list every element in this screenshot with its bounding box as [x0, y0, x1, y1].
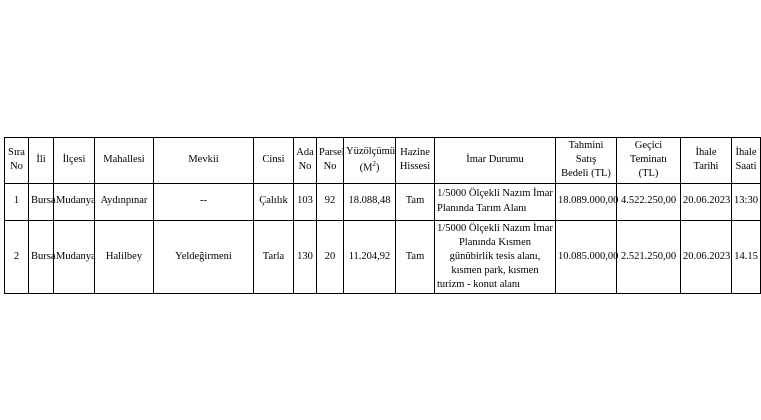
cell-mahallesi: Aydınpınar — [95, 183, 154, 220]
cell-imar-durumu: 1/5000 Ölçekli Nazım İmar Planında Kısmen günübirlik tesis alanı, kısmen park, kısmen turizm - konut alanı — [435, 220, 556, 294]
header-sira-no: Sıra No — [5, 138, 29, 184]
header-ihale-tarihi: İhale Tarihi — [681, 138, 732, 184]
cell-gecici-teminat: 4.522.250,00 — [617, 183, 681, 220]
cell-ihale-saati: 13:30 — [732, 183, 761, 220]
cell-mahallesi: Halilbey — [95, 220, 154, 294]
cell-ili: Bursa — [29, 183, 54, 220]
cell-hazine-hissesi: Tam — [396, 220, 435, 294]
header-mahallesi: Mahallesi — [95, 138, 154, 184]
cell-ihale-tarihi: 20.06.2023 — [681, 220, 732, 294]
header-imar-durumu: İmar Durumu — [435, 138, 556, 184]
cell-cinsi: Tarla — [254, 220, 294, 294]
cell-imar-durumu: 1/5000 Ölçekli Nazım İmar Planında Tarım Alanı — [435, 183, 556, 220]
table-row — [5, 183, 761, 220]
cell-gecici-teminat: 2.521.250,00 — [617, 220, 681, 294]
header-gecici-teminat: Geçici Teminatı (TL) — [617, 138, 681, 184]
header-hazine-hissesi: Hazine Hissesi — [396, 138, 435, 184]
header-ili: İli — [29, 138, 54, 184]
cell-ada-no: 130 — [294, 220, 317, 294]
header-yuzolcumu: Yüzölçümü $(M^2)$ — [344, 138, 396, 184]
header-ihale-saati: İhale Saati — [732, 138, 761, 184]
cell-sira-no: 1 — [5, 183, 29, 220]
auction-table — [4, 137, 761, 294]
cell-cinsi: Çalılık — [254, 183, 294, 220]
cell-mevkii: Yeldeğirmeni — [154, 220, 254, 294]
table-row — [5, 220, 761, 294]
cell-tahmini-satis-bedeli: 18.089.000,00 — [556, 183, 617, 220]
cell-parsel-no: 92 — [317, 183, 344, 220]
header-ada-no: Ada No — [294, 138, 317, 184]
header-mevkii: Mevkii — [154, 138, 254, 184]
cell-ada-no: 103 — [294, 183, 317, 220]
cell-ilcesi: Mudanya — [54, 220, 95, 294]
cell-parsel-no: 20 — [317, 220, 344, 294]
cell-tahmini-satis-bedeli: 10.085.000,00 — [556, 220, 617, 294]
cell-yuzolcumu: 18.088,48 — [344, 183, 396, 220]
cell-ilcesi: Mudanya — [54, 183, 95, 220]
cell-hazine-hissesi: Tam — [396, 183, 435, 220]
cell-yuzolcumu: 11.204,92 — [344, 220, 396, 294]
header-parsel-no: Parsel No — [317, 138, 344, 184]
header-ilcesi: İlçesi — [54, 138, 95, 184]
header-tahmini-satis-bedeli: Tahmini Satış Bedeli (TL) — [556, 138, 617, 184]
header-cinsi: Cinsi — [254, 138, 294, 184]
cell-ihale-tarihi: 20.06.2023 — [681, 183, 732, 220]
cell-ili: Bursa — [29, 220, 54, 294]
table-header-row — [5, 138, 761, 184]
cell-ihale-saati: 14.15 — [732, 220, 761, 294]
cell-sira-no: 2 — [5, 220, 29, 294]
cell-mevkii: -- — [154, 183, 254, 220]
